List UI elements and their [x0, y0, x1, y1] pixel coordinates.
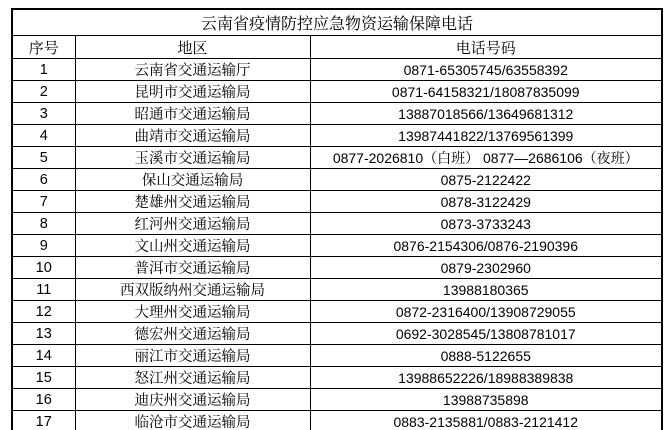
row-region-cell: 西双版纳州交通运输局: [75, 279, 310, 301]
row-phone-cell: 0871-65305745/63558392: [310, 59, 662, 81]
row-no-cell: 6: [12, 169, 75, 191]
row-region-cell: 保山交通运输局: [75, 169, 310, 191]
row-phone-cell: 0871-64158321/18087835099: [310, 81, 662, 103]
row-region-cell: 普洱市交通运输局: [75, 257, 310, 279]
row-phone-cell: 0877-2026810（白班） 0877—2686106（夜班）: [310, 147, 662, 169]
table-row: [12, 169, 662, 191]
table-row: [12, 367, 662, 389]
table-row: [12, 103, 662, 125]
row-no-cell: 2: [12, 81, 75, 103]
row-phone-cell: 0888-5122655: [310, 345, 662, 367]
row-no-cell: 8: [12, 213, 75, 235]
table-row: [12, 279, 662, 301]
table-row: [12, 257, 662, 279]
row-phone-cell: 0872-2316400/13908729055: [310, 301, 662, 323]
row-region-cell: 楚雄州交通运输局: [75, 191, 310, 213]
row-region-cell: 临沧市交通运输局: [75, 411, 310, 430]
table-header-row: [12, 36, 662, 59]
row-phone-cell: 13988652226/18988389838: [310, 367, 662, 389]
row-no-cell: 17: [12, 411, 75, 430]
row-region-cell: 丽江市交通运输局: [75, 345, 310, 367]
row-phone-cell: 13987441822/13769561399: [310, 125, 662, 147]
table-row: [12, 301, 662, 323]
row-phone-cell: 0879-2302960: [310, 257, 662, 279]
row-no-cell: 4: [12, 125, 75, 147]
row-no-cell: 5: [12, 147, 75, 169]
table-row: [12, 81, 662, 103]
table-row: [12, 213, 662, 235]
table-title-row: [12, 9, 662, 36]
emergency-phone-table: [11, 8, 663, 430]
row-no-cell: 1: [12, 59, 75, 81]
row-region-cell: 云南省交通运输厅: [75, 59, 310, 81]
row-no-cell: 3: [12, 103, 75, 125]
row-region-cell: 昭通市交通运输局: [75, 103, 310, 125]
table-row: [12, 59, 662, 81]
row-phone-cell: 0692-3028545/13808781017: [310, 323, 662, 345]
row-region-cell: 昆明市交通运输局: [75, 81, 310, 103]
table-row: [12, 411, 662, 430]
row-phone-cell: 0876-2154306/0876-2190396: [310, 235, 662, 257]
table-title: 云南省疫情防控应急物资运输保障电话: [12, 9, 662, 36]
row-phone-cell: 13988735898: [310, 389, 662, 411]
row-phone-cell: 0873-3733243: [310, 213, 662, 235]
row-region-cell: 玉溪市交通运输局: [75, 147, 310, 169]
row-region-cell: 大理州交通运输局: [75, 301, 310, 323]
row-region-cell: 德宏州交通运输局: [75, 323, 310, 345]
row-no-cell: 15: [12, 367, 75, 389]
row-no-cell: 16: [12, 389, 75, 411]
table-row: [12, 125, 662, 147]
row-no-cell: 7: [12, 191, 75, 213]
column-header-phone: 电话号码: [310, 36, 662, 59]
row-no-cell: 10: [12, 257, 75, 279]
row-no-cell: 12: [12, 301, 75, 323]
row-region-cell: 红河州交通运输局: [75, 213, 310, 235]
row-region-cell: 怒江州交通运输局: [75, 367, 310, 389]
table-row: [12, 345, 662, 367]
row-no-cell: 11: [12, 279, 75, 301]
table-row: [12, 147, 662, 169]
table-row: [12, 323, 662, 345]
row-phone-cell: 0875-2122422: [310, 169, 662, 191]
row-phone-cell: 0878-3122429: [310, 191, 662, 213]
table-row: [12, 235, 662, 257]
table-body: [12, 59, 662, 430]
row-region-cell: 迪庆州交通运输局: [75, 389, 310, 411]
row-no-cell: 14: [12, 345, 75, 367]
row-no-cell: 9: [12, 235, 75, 257]
table-row: [12, 389, 662, 411]
row-phone-cell: 13988180365: [310, 279, 662, 301]
column-header-region: 地区: [75, 36, 310, 59]
table-row: [12, 191, 662, 213]
row-phone-cell: 0883-2135881/0883-2121412: [310, 411, 662, 430]
row-no-cell: 13: [12, 323, 75, 345]
column-header-no: 序号: [12, 36, 75, 59]
row-region-cell: 曲靖市交通运输局: [75, 125, 310, 147]
row-phone-cell: 13887018566/13649681312: [310, 103, 662, 125]
row-region-cell: 文山州交通运输局: [75, 235, 310, 257]
